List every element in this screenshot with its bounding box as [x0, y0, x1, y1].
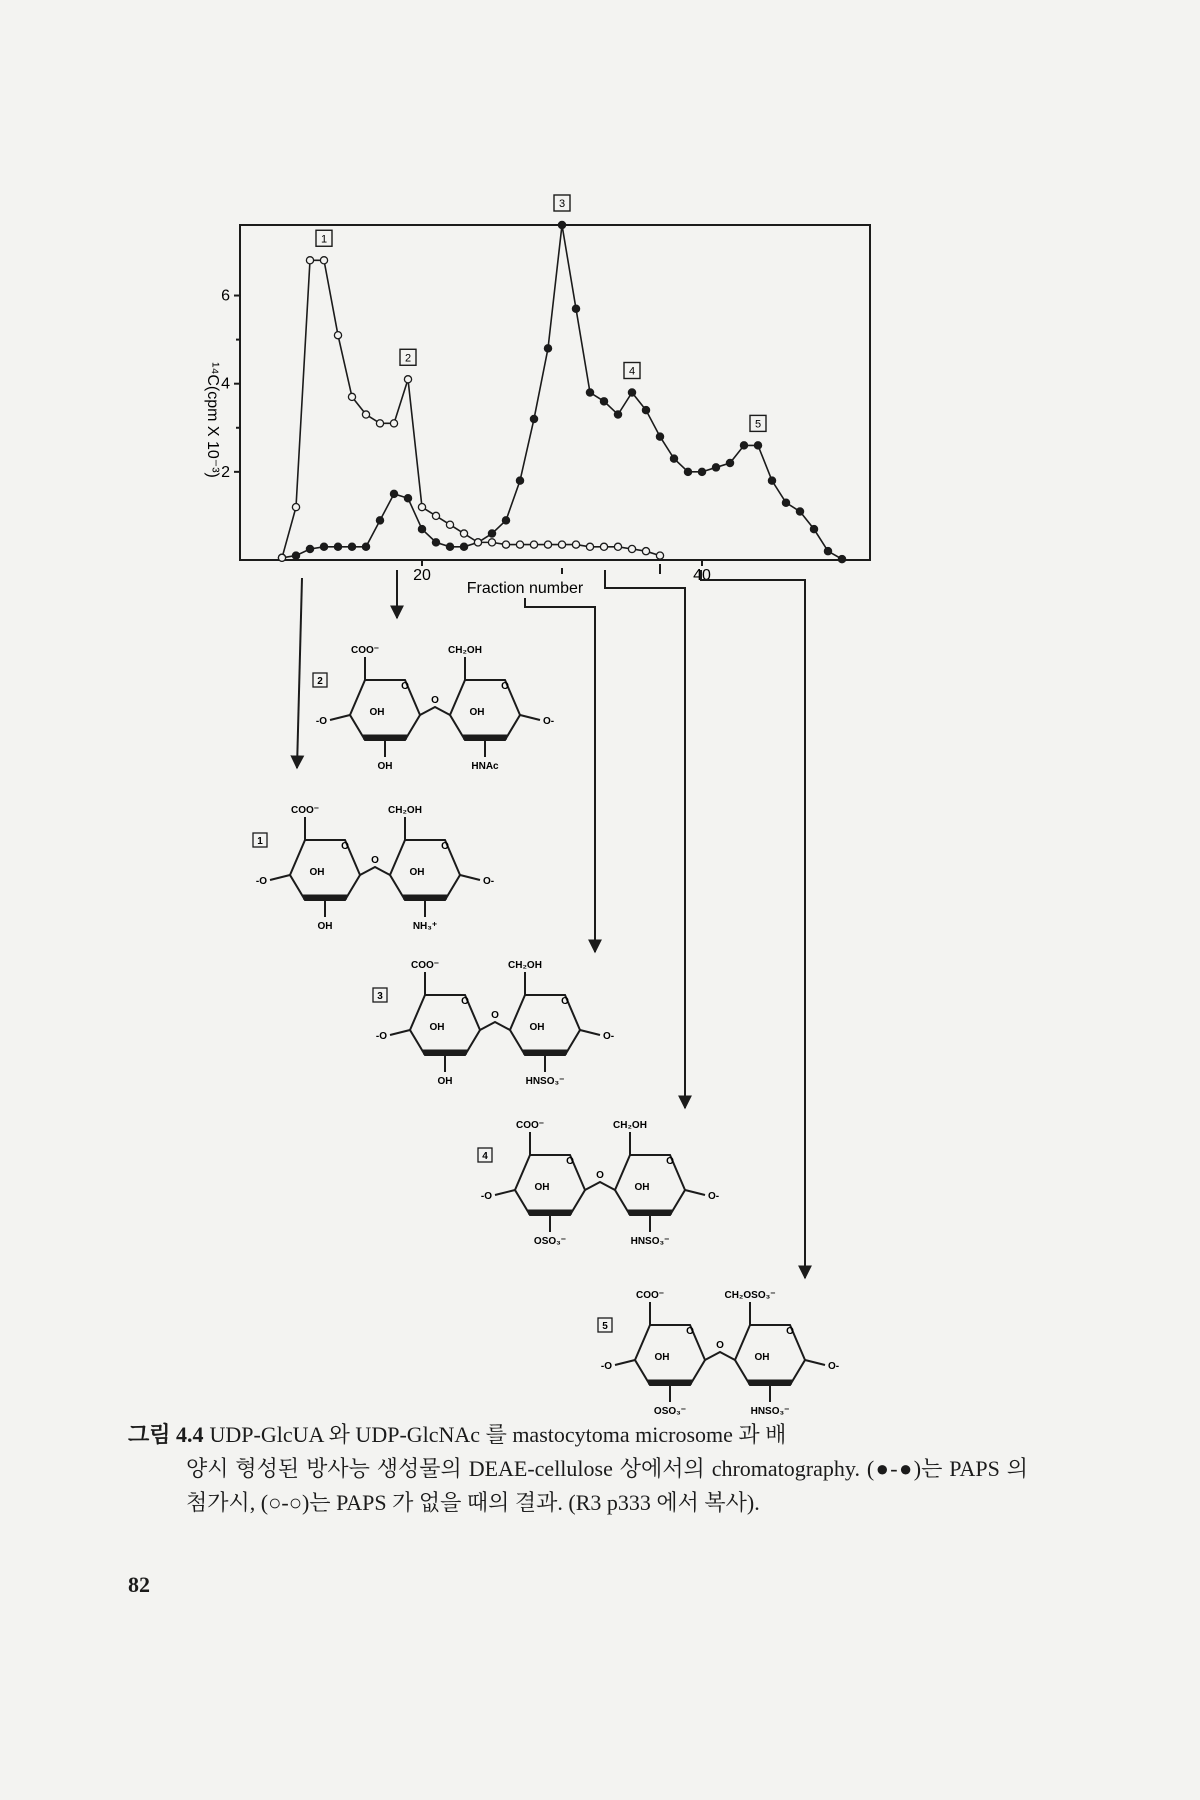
structure-number: 3 [377, 991, 383, 1002]
filled-circle-point [572, 305, 579, 312]
ring-hydroxyl: OH [754, 1352, 770, 1363]
caption-text-1: UDP-GlcUA 와 UDP-GlcNAc 를 mastocytoma microsome 과 배 [209, 1422, 787, 1447]
open-circle-point [320, 257, 327, 264]
peak-labels [316, 195, 766, 431]
chain-end-left: -O [375, 1031, 387, 1042]
chain-end-right: O- [603, 1031, 615, 1042]
bridge-oxygen: O [716, 1340, 724, 1351]
chain-end-left: -O [315, 716, 327, 727]
filled-circle-point [838, 556, 845, 563]
filled-circle-point [824, 548, 831, 555]
filled-circle-point [726, 459, 733, 466]
filled-circle-point [362, 543, 369, 550]
ring-hydroxyl: OH [469, 707, 485, 718]
open-circle-point [306, 257, 313, 264]
chain-end-left: -O [255, 876, 267, 887]
ring-oxygen: O [401, 681, 409, 692]
ring-oxygen: O [786, 1326, 794, 1337]
series-line-2 [282, 260, 660, 558]
hydroxymethyl-group: CH₂OH [388, 805, 422, 816]
structure-1 [253, 805, 494, 932]
disaccharide-skeleton [330, 657, 540, 757]
arrow-peak-3 [525, 598, 595, 952]
ring-oxygen: O [341, 841, 349, 852]
filled-circle-point [306, 545, 313, 552]
structure-number: 5 [602, 1321, 608, 1332]
open-circle-point [460, 530, 467, 537]
disaccharide-skeleton [390, 972, 600, 1072]
filled-circle-point [642, 407, 649, 414]
bridge-oxygen: O [491, 1010, 499, 1021]
filled-circle-point [516, 477, 523, 484]
figure-caption [128, 1418, 1028, 1520]
filled-circle-point [656, 433, 663, 440]
page-number: 82 [128, 1572, 150, 1597]
bridge-oxygen: O [596, 1170, 604, 1181]
disaccharide-skeleton [615, 1302, 825, 1402]
arrow-peak-4 [605, 570, 685, 1108]
elution-chart [204, 195, 870, 597]
open-circle-point [278, 554, 285, 561]
y-axis-ticks [221, 288, 240, 481]
filled-circle-point [502, 517, 509, 524]
bridge-oxygen: O [371, 855, 379, 866]
carboxyl-group: COO⁻ [350, 645, 380, 656]
bottom-substituent: HNSO₃⁻ [630, 1236, 670, 1247]
filled-circle-point [796, 508, 803, 515]
open-circle-point [572, 541, 579, 548]
chart-frame [240, 225, 870, 560]
open-circle-point [544, 541, 551, 548]
filled-circle-point [810, 526, 817, 533]
peak-label-2: 2 [404, 352, 412, 365]
open-circle-point [628, 545, 635, 552]
filled-circle-point [768, 477, 775, 484]
open-circle-point [600, 543, 607, 550]
ring-oxygen: O [461, 996, 469, 1007]
ring-hydroxyl: OH [634, 1182, 650, 1193]
filled-circle-point [600, 398, 607, 405]
filled-circle-point [558, 221, 565, 228]
caption-text-2: 양시 형성된 방사능 생성물의 DEAE-cellulose 상에서의 chromatography. (●-●)는 PAPS 의 첨가시, (○-○)는 PAPS 가 없을 때의 결과. (R3 p333 에서 복사). [186, 1456, 1028, 1515]
open-circle-point [530, 541, 537, 548]
open-circle-point [390, 420, 397, 427]
filled-circle-point [544, 345, 551, 352]
chain-end-right: O- [708, 1191, 720, 1202]
disaccharide-skeleton [495, 1132, 705, 1232]
caption-line-1 [128, 1418, 1028, 1452]
filled-circle-point [698, 468, 705, 475]
y-tick-label: 4 [221, 375, 230, 393]
filled-circle-point [586, 389, 593, 396]
filled-circle-point [460, 543, 467, 550]
disaccharide-structures [253, 645, 839, 1417]
ring-hydroxyl: OH [654, 1352, 670, 1363]
open-circle-point [348, 393, 355, 400]
ring-oxygen: O [686, 1326, 694, 1337]
filled-circle-point [628, 389, 635, 396]
hydroxymethyl-group: CH₂OH [448, 645, 482, 656]
chain-end-left: -O [480, 1191, 492, 1202]
chain-end-right: O- [483, 876, 495, 887]
structure-number: 4 [482, 1151, 488, 1162]
open-circle-point [614, 543, 621, 550]
disaccharide-skeleton [270, 817, 480, 917]
open-circle-point [642, 548, 649, 555]
open-circle-point [376, 420, 383, 427]
y-tick-label: 2 [221, 463, 230, 481]
ring-oxygen: O [441, 841, 449, 852]
open-circle-point [404, 376, 411, 383]
filled-circle-point [348, 543, 355, 550]
chain-end-right: O- [543, 716, 555, 727]
hydroxymethyl-group: CH₂OH [508, 960, 542, 971]
bottom-substituent: HNSO₃⁻ [525, 1076, 565, 1087]
filled-circle-point [376, 517, 383, 524]
open-circle-point [474, 539, 481, 546]
filled-circle-point [530, 415, 537, 422]
arrow-peak-5 [701, 570, 805, 1278]
filled-circle-point [614, 411, 621, 418]
peak-arrows [297, 570, 805, 1278]
caption-label: 그림 4.4 [128, 1422, 204, 1447]
bottom-substituent: OSO₃⁻ [533, 1236, 567, 1247]
hydroxymethyl-group: CH₂OSO₃⁻ [724, 1290, 776, 1301]
filled-circle-point [754, 442, 761, 449]
peak-label-5: 5 [754, 418, 762, 431]
y-axis-label: ¹⁴C(cpm X 10⁻³) [204, 362, 221, 478]
y-tick-label: 6 [221, 287, 230, 305]
open-circle-point [586, 543, 593, 550]
filled-circle-point [292, 552, 299, 559]
bottom-substituent: HNAc [471, 761, 499, 772]
open-circle-point [418, 504, 425, 511]
open-circle-point [516, 541, 523, 548]
plot-area [278, 221, 845, 562]
structure-4 [478, 1120, 719, 1247]
peak-label-1: 1 [320, 233, 328, 246]
open-circle-point [362, 411, 369, 418]
ring-oxygen: O [666, 1156, 674, 1167]
filled-circle-point [446, 543, 453, 550]
open-circle-point [432, 512, 439, 519]
structure-2 [313, 645, 554, 772]
filled-circle-point [418, 526, 425, 533]
ring-hydroxyl: OH [369, 707, 385, 718]
filled-circle-point [670, 455, 677, 462]
structure-number: 1 [257, 836, 263, 847]
structure-number: 2 [317, 676, 323, 687]
open-circle-point [292, 504, 299, 511]
x-axis-label: Fraction number [466, 580, 584, 597]
open-circle-point [656, 552, 663, 559]
filled-circle-point [712, 464, 719, 471]
x-tick-label: 40 [693, 567, 711, 584]
open-circle-point [446, 521, 453, 528]
bottom-substituent: NH₃⁺ [412, 921, 438, 932]
arrow-peak-1 [297, 578, 302, 768]
filled-circle-point [404, 495, 411, 502]
chain-end-right: O- [828, 1361, 840, 1372]
filled-circle-point [320, 543, 327, 550]
ring-oxygen: O [501, 681, 509, 692]
carboxyl-group: COO⁻ [635, 1290, 665, 1301]
filled-circle-point [334, 543, 341, 550]
ring-hydroxyl: OH [429, 1022, 445, 1033]
open-circle-point [502, 541, 509, 548]
bridge-oxygen: O [431, 695, 439, 706]
open-circle-point [334, 332, 341, 339]
ring-hydroxyl: OH [409, 867, 425, 878]
carboxyl-group: COO⁻ [410, 960, 440, 971]
open-circle-point [558, 541, 565, 548]
structure-3 [373, 960, 614, 1087]
hydroxymethyl-group: CH₂OH [613, 1120, 647, 1131]
structure-5 [598, 1290, 839, 1417]
carboxyl-group: COO⁻ [515, 1120, 545, 1131]
bottom-substituent: OH [437, 1076, 453, 1087]
series-line-1 [282, 225, 842, 559]
x-tick-label: 20 [413, 567, 431, 584]
filled-circle-point [432, 539, 439, 546]
carboxyl-group: COO⁻ [290, 805, 320, 816]
bottom-substituent: HNSO₃⁻ [750, 1406, 790, 1417]
ring-hydroxyl: OH [534, 1182, 550, 1193]
filled-circle-point [782, 499, 789, 506]
ring-hydroxyl: OH [309, 867, 325, 878]
peak-label-4: 4 [628, 365, 636, 378]
chain-end-left: -O [600, 1361, 612, 1372]
open-circle-point [488, 539, 495, 546]
ring-oxygen: O [566, 1156, 574, 1167]
filled-circle-point [740, 442, 747, 449]
ring-hydroxyl: OH [529, 1022, 545, 1033]
filled-circle-point [390, 490, 397, 497]
ring-oxygen: O [561, 996, 569, 1007]
peak-label-3: 3 [558, 198, 566, 210]
filled-circle-point [684, 468, 691, 475]
filled-circle-point [488, 530, 495, 537]
bottom-substituent: OH [317, 921, 333, 932]
bottom-substituent: OH [377, 761, 393, 772]
bottom-substituent: OSO₃⁻ [653, 1406, 687, 1417]
